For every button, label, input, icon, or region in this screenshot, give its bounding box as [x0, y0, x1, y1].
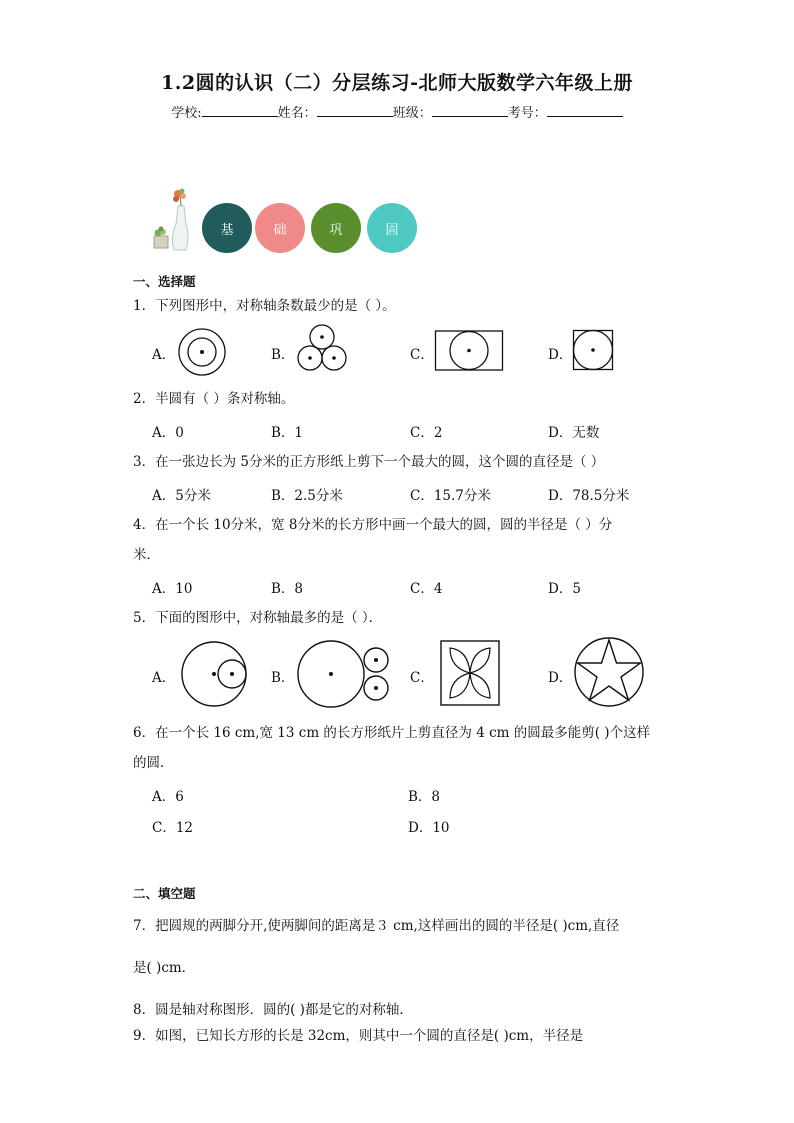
q5-option-c-label[interactable]: C． [410, 670, 434, 686]
section-choice-heading: 一、选择题 [133, 274, 196, 289]
question-9-stem: 9．如图，已知长方形的长是 32cm，则其中一个圆的直径是( )cm，半径是 [133, 1028, 584, 1044]
q2-option-b[interactable]: B．1 [271, 425, 304, 441]
q3-option-b[interactable]: B．2.5分米 [271, 488, 343, 504]
q1-option-a-label[interactable]: A． [152, 347, 176, 363]
q2-option-c[interactable]: C．2 [410, 425, 443, 441]
q1-figure-d-circle-in-square [573, 330, 615, 376]
q3-option-a[interactable]: A．5分米 [152, 488, 211, 504]
q1-figure-b-three-circles [296, 324, 350, 378]
question-5-stem: 5．下面的图形中，对称轴最多的是（ ）． [133, 610, 383, 626]
page-title: 1.2圆的认识（二）分层练习-北师大版数学六年级上册 [161, 72, 633, 94]
q5-option-b-label[interactable]: B． [271, 670, 295, 686]
q5-figure-c-petal-square [440, 640, 502, 712]
q1-option-d-label[interactable]: D． [548, 347, 573, 363]
question-7-stem-line1: 7．把圆规的两脚分开,使两脚间的距离是３ cm,这样画出的圆的半径是( )cm,直径 [133, 918, 620, 934]
question-6-stem-line1: 6．在一个长 16 cm,宽 13 cm 的长方形纸片上剪直径为 4 cm 的圆最多能剪( )个这样 [133, 725, 651, 741]
q4-option-c[interactable]: C．4 [410, 581, 443, 597]
q5-figure-b-circle-with-two-small [298, 638, 394, 714]
question-2-stem: 2．半圆有（ ）条对称轴。 [133, 391, 295, 407]
q5-figure-a-inner-tangent-circles [182, 638, 248, 714]
class-blank[interactable] [432, 104, 508, 117]
student-info-line [0, 102, 794, 121]
question-6-stem-line2: 的圆． [133, 755, 174, 771]
q6-option-a[interactable]: A．6 [152, 789, 184, 805]
question-3-stem: 3．在一张边长为 5分米的正方形纸上剪下一个最大的圆，这个圆的直径是（ ） [133, 454, 605, 470]
q3-option-d[interactable]: D．78.5分米 [548, 488, 630, 504]
q4-option-d[interactable]: D．5 [548, 581, 581, 597]
question-4-stem-line2: 米． [133, 547, 160, 563]
q5-figure-d-star-in-circle [574, 636, 646, 712]
q3-option-c[interactable]: C．15.7分米 [410, 488, 491, 504]
name-label: 姓名： [277, 106, 317, 121]
q2-option-d[interactable]: D．无数 [548, 425, 600, 441]
q6-option-d[interactable]: D．10 [408, 820, 450, 836]
class-label: 班级： [392, 106, 432, 121]
q1-option-c-label[interactable]: C． [410, 347, 434, 363]
name-blank[interactable] [317, 104, 393, 117]
question-1-stem: 1．下列图形中，对称轴条数最少的是（ ）。 [133, 298, 396, 314]
section-fill-heading: 二、填空题 [133, 886, 196, 901]
school-blank[interactable] [202, 104, 278, 117]
badge-gu: 固 [367, 203, 417, 253]
q4-option-a[interactable]: A．10 [152, 581, 193, 597]
q4-option-b[interactable]: B．8 [271, 581, 304, 597]
q1-figure-a-concentric-circles [178, 328, 228, 380]
q1-option-b-label[interactable]: B． [271, 347, 295, 363]
question-4-stem-line1: 4．在一个长 10分米，宽 8分米的长方形中画一个最大的圆，圆的半径是（ ）分 [133, 517, 613, 533]
q6-option-c[interactable]: C．12 [152, 820, 194, 836]
badge-ji: 基 [202, 203, 252, 253]
question-8-stem: 8．圆是轴对称图形．圆的( )都是它的对称轴． [133, 1002, 413, 1018]
exam-number-label: 考号： [507, 106, 547, 121]
q1-figure-c-circle-in-rectangle [435, 330, 505, 376]
school-label: 学校: [171, 106, 202, 121]
exam-number-blank[interactable] [547, 104, 623, 117]
vase-plant-icon [150, 188, 196, 252]
badge-gong: 巩 [311, 203, 361, 253]
q2-option-a[interactable]: A．0 [152, 425, 184, 441]
q5-option-d-label[interactable]: D． [548, 670, 573, 686]
q5-option-a-label[interactable]: A． [152, 670, 176, 686]
badge-chu: 础 [255, 203, 305, 253]
question-7-stem-line2: 是( )cm． [133, 960, 196, 976]
q6-option-b[interactable]: B．8 [408, 789, 441, 805]
